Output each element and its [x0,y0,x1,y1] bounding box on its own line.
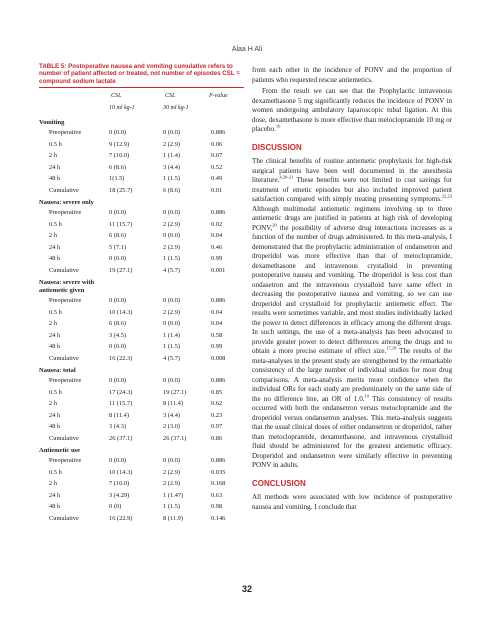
csl-30-value: 0 (0.0) [163,129,181,137]
csl-30-value: 4 (5.7) [163,354,181,362]
csl-30-value: 1 (1.5) [163,503,181,511]
csl-10-value: 3 (4.3) [109,423,127,431]
p-value: 0.97 [211,423,223,431]
ref-16: 16 [275,123,281,129]
csl-10-value: 0 (0.0) [109,129,127,137]
csl-10-value: 0 (0.0) [109,297,127,305]
csl-10-value: 19 (27.1) [109,266,133,274]
table-row [39,139,244,151]
table-row [39,421,244,433]
csl-10-value: 0 (0) [109,503,122,511]
csl-30-value: 2 (2.9) [163,480,181,488]
col1-unit [109,105,135,111]
csl-30-value: 0 (0.0) [163,297,181,305]
table-body [39,116,244,524]
csl-30-value: 2 (2.9) [163,468,181,476]
csl-30-value: 3 (4.4) [163,163,181,171]
csl-30-value: 1 (1.4) [163,152,181,160]
row-label: Preoperative [49,129,82,137]
p-value: 0.04 [211,308,223,316]
table-row [39,295,244,307]
col2-header: CSL [165,93,176,100]
row-label: Cumulative [49,514,79,522]
csl-10-value: 0 (0.0) [109,209,127,217]
p-value: 0.886 [211,297,226,305]
running-header: Alaa H Ali [231,46,263,53]
p-value: 0.23 [211,411,223,419]
p-value: 0.886 [211,209,226,217]
body-text [252,66,452,514]
csl-10-value: 18 (25.7) [109,186,133,194]
discussion-text-5: The results of the meta-analyses in the present study are strengthened by the remarkable consistency of the large number of individual studies for most drug comparisons. A meta-analysis merits more confidence when the individual ORs for each study are predominately on the same side of the no difference line, an OR of 1.0. [252,347,452,403]
p-value: 0.52 [211,163,223,171]
row-label: Cumulative [49,434,79,442]
row-label: Preoperative [49,377,82,385]
p-value: 0.06 [211,140,223,148]
csl-10-value: 3 (4.5) [109,331,127,339]
csl-10-value: 0 (0.0) [109,343,127,351]
table-row [39,162,244,174]
p-value: 0.02 [211,220,223,228]
p-value: 0.98 [211,503,223,511]
csl-30-value: 1 (1.5) [163,175,181,183]
csl-10-value: 3 (4.29) [109,491,130,499]
csl-10-value: 5 (7.1) [109,243,127,251]
csl-30-value: 1 (1.5) [163,343,181,351]
csl-10-value: 0 (0.0) [109,255,127,263]
csl-10-value: 0 (0.0) [109,377,127,385]
ref-20: 20 [272,222,277,228]
table-row [39,207,244,219]
csl-30-value: 2 (2.9) [163,243,181,251]
table-section-title: Antiemetic use [39,447,80,455]
table-row [39,330,244,342]
csl-30-value: 8 (11.4) [163,400,183,408]
row-label: 0.5 h [49,388,62,396]
row-label: 24 h [49,331,61,339]
csl-30-value: 1 (1.4) [163,331,181,339]
table-row [39,490,244,502]
row-label: 24 h [49,163,61,171]
csl-10-value: 16 (22.3) [109,354,133,362]
p-value: 0.04 [211,232,223,240]
table-row [39,455,244,467]
row-label: Preoperative [49,457,82,465]
row-label: 0.5 h [49,468,62,476]
table-row [39,410,244,422]
p-value: 0.01 [211,186,223,194]
discussion-text-1: The clinical benefits of routine antiemetic prophylaxis for high-risk surgical patients have been well documented in the anesthesia literature. [252,157,452,184]
discussion-text-6: This consistency of results occurred with both the ondansetron versus metoclopramide and the droperidol versus ondansetron analyses. This meta-analysis suggests that the usual clinical doses of either ondansetron or droperidol, rather than metoclopramide, dexamethasone, and intravenous crystalloid fluid should be administered for the greatest antiemetic efficacy. Droperidol and ondansetron were similarly effective in preventing PONV in adults. [252,394,452,469]
paragraph-conclusion: All methods were associated with low incidence of postoperative nausea and vomiting. I conclude that [252,493,452,511]
csl-10-value: 6 (8.6) [109,163,127,171]
csl-30-value: 0 (0.0) [163,320,181,328]
p-value: 0.035 [211,468,226,476]
table-section-title: Vomiting [39,119,65,127]
heading-conclusion: CONCLUSION [252,478,306,488]
col1-unit-text: 10 ml kg-1 [109,105,135,112]
col2-unit-text: 30 ml kg-1 [163,105,189,112]
csl-10-value: 6 (8.6) [109,232,127,240]
p-value: 0.46 [211,243,223,251]
p-value: 0.49 [211,175,223,183]
row-label: 48 h [49,255,61,263]
csl-10-value: 16 (22.9) [109,514,133,522]
row-label: 24 h [49,411,61,419]
table-row [39,307,244,319]
table-section-title: Nausea: severe only [39,199,94,207]
result-text: From the result we can see that the Prophylactic intravenous dexamethasone 5 mg significantly reduces the incidence of PONV in women undergoing ambulatory laparoscopic tubal ligation. At this dose, dexamethasone is more effective than metoclopramide 10 mg or placebo. [252,87,452,133]
csl-30-value: 8 (11.9) [163,514,183,522]
p-value: 0.146 [211,514,226,522]
csl-10-value: 1(1.5) [109,175,125,183]
table-row [39,150,244,162]
p-value: 0.886 [211,377,226,385]
table-row [39,127,244,139]
table-row [39,513,244,525]
csl-10-value: 26 (37.1) [109,434,133,442]
row-label: 48 h [49,175,61,183]
csl-30-value: 26 (37.1) [163,434,187,442]
discussion-text-3: Although multimodal antiemetic regimens involving up to three antiemetic drugs are justified in patients at high risk of developing PONV, [252,204,452,232]
table-row [39,253,244,265]
row-label: Preoperative [49,297,82,305]
paragraph-intro: from each other in the incidence of PONV and the proportion of patients who requested rescue antiemetics. [252,66,452,84]
csl-10-value: 11 (15.7) [109,220,133,228]
ref-4-20-21: 4,20-21 [279,174,294,180]
csl-30-value: 2 (2.9) [163,220,181,228]
row-label: 48 h [49,503,61,511]
row-label: 2 h [49,232,57,240]
p-value: 0.04 [211,320,223,328]
table-row [39,185,244,197]
csl-10-value: 17 (24.3) [109,388,133,396]
csl-10-value: 6 (8.6) [109,320,127,328]
paragraph-result [252,87,452,135]
p-value: 0.168 [211,480,226,488]
csl-10-value: 9 (12.9) [109,140,130,148]
p-value: 0.86 [211,434,223,442]
csl-30-value: 1 (1.5) [163,255,181,263]
row-label: 0.5 h [49,140,62,148]
table-row [39,478,244,490]
table-row [39,265,244,277]
row-label: Cumulative [49,354,79,362]
csl-30-value: 0 (0.0) [163,457,181,465]
p-value: 0.99 [211,343,223,351]
row-label: 48 h [49,423,61,431]
row-label: 2 h [49,480,57,488]
row-label: Preoperative [49,209,82,217]
csl-30-value: 2 (2.9) [163,308,181,316]
csl-10-value: 0 (0.0) [109,457,127,465]
table-row [39,467,244,479]
table-row [39,387,244,399]
p-value: 0.58 [211,331,223,339]
discussion-text-2: These benefits were not limited to cost savings for treatment of emetic episodes but also included improved patient satisfaction compared with simply treating presenting symptoms. [252,176,452,203]
p-value: 0.62 [211,400,223,408]
csl-30-value: 2 (2.9) [163,140,181,148]
csl-30-value: 19 (27.1) [163,388,187,396]
csl-30-value: 6 (8.6) [163,186,181,194]
discussion-text-4: the possibility of adverse drug interactions increases as a function of the number of drugs administered. In this meta-analysis, I demonstrated that the prophylactic administration of ondansetron and droperidol was more effective than that of metoclopramide, dexamethasone and intravenous crystalloid in preventing postoperative nausea and vomiting. The droperidol is less cost than ondasetron and the intravenous crystalloid have same effect in decreasing the postoperative nausea and vomiting, so we can use droperidol and crystalloid for prophylactic antiemetic effect. The results were sometimes variable, and most studies individually lacked the power to detect differences in efficacy among the different drugs. In such settings, the use of a meta-analysis has been advocated to provide greater power to detect differences among the drugs and to obtain a more precise estimate of effect size. [252,223,452,355]
table-section-title: Nausea: severe with antiemetic given [39,279,95,295]
row-label: 2 h [49,320,57,328]
row-label: 2 h [49,152,57,160]
table-row [39,242,244,254]
table-5 [39,63,244,524]
row-label: 48 h [49,343,61,351]
csl-10-value: 10 (14.3) [109,468,133,476]
row-label: 24 h [49,243,61,251]
csl-30-value: 3 (4.4) [163,411,181,419]
csl-30-value: 2 (3.0) [163,423,181,431]
p-value: 0.886 [211,457,226,465]
csl-10-value: 7 (10.0) [109,152,130,160]
table-row [39,341,244,353]
page-number: 32 [241,584,252,594]
table-row [39,433,244,445]
csl-10-value: 10 (14.3) [109,308,133,316]
csl-30-value: 1 (1.47) [163,491,184,499]
row-label: Cumulative [49,186,79,194]
table-section-title: Nausea: total [39,367,76,375]
table-row [39,318,244,330]
table-caption: TABLE 5: Postoperative nausea and vomiting cumulative refers to number of patient affected or treated, not number of episodes CSL = compound sodium lactate [39,63,240,85]
p-value: 0.07 [211,152,223,160]
table-row [39,230,244,242]
row-label: 24 h [49,491,61,499]
csl-30-value: 0 (0.0) [163,377,181,385]
table-row [39,375,244,387]
col3-header: P-value [209,93,228,100]
p-value: 0.001 [211,266,226,274]
table-row [39,173,244,185]
csl-30-value: 0 (0.0) [163,232,181,240]
table-row [39,501,244,513]
table-row [39,219,244,231]
p-value: 0.886 [211,129,226,137]
table-row [39,398,244,410]
row-label: 2 h [49,400,57,408]
csl-10-value: 8 (11.4) [109,411,129,419]
table-column-headers [39,88,244,116]
p-value: 0.85 [211,388,223,396]
table-row [39,353,244,365]
ref-22-23: 22,23 [441,193,452,199]
csl-10-value: 11 (15.7) [109,400,133,408]
csl-30-value: 4 (5.7) [163,266,181,274]
row-label: Cumulative [49,266,79,274]
ref-17-18: 17,18 [386,345,397,351]
csl-10-value: 7 (10.0) [109,480,130,488]
heading-discussion: DISCUSSION [252,142,302,152]
paragraph-discussion [252,157,452,471]
col2-unit [163,105,189,111]
p-value: 0.99 [211,255,223,263]
ref-19: 19 [364,393,370,399]
row-label: 0.5 h [49,220,62,228]
p-value: 0.008 [211,354,226,362]
col1-header: CSL [111,93,122,100]
csl-30-value: 0 (0.0) [163,209,181,217]
row-label: 0.5 h [49,308,62,316]
p-value: 0.63 [211,491,223,499]
